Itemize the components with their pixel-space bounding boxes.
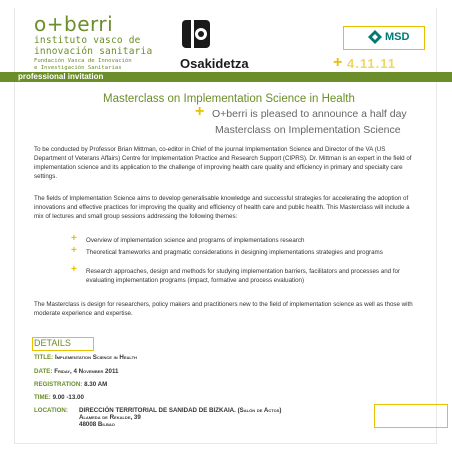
detail-value: Friday, 4 November 2011: [54, 368, 119, 375]
event-date: 4.11.11: [347, 56, 396, 71]
osakidetza-logo-icon: [180, 18, 212, 50]
plus-bullet-icon: +: [71, 233, 77, 244]
detail-registration: [34, 381, 107, 389]
detail-label: TITLE:: [34, 354, 54, 361]
detail-value: 9.00 -13.00: [52, 394, 84, 401]
invitation-label: professional invitation: [18, 72, 104, 81]
location-line-2: Alameda de Rekalde, 39: [79, 414, 141, 421]
themes-paragraph: The fields of Implementation Science aims to develop generalisable knowledge and successful strategies for accelerating the adoption of innovations and effective practices for improving the quality and efficiency of health care and public health. This Masterclass will include a mix of lectures and small group sessions addressing the following themes:: [34, 195, 410, 220]
theme-item: [71, 264, 418, 297]
detail-label: LOCATION:: [34, 407, 68, 414]
page-title: Masterclass on Implementation Science in Health: [103, 93, 355, 105]
audience-paragraph: The Masterclass is design for researchers, policy makers and practitioners new to the field of implementation science as well as those with moderate experience and expertise.: [34, 301, 413, 317]
logo-subtitle-line-1: instituto vasco de: [34, 35, 141, 46]
detail-date: [34, 368, 118, 376]
location-line-1: DIRECCIÓN TERRITORIAL DE SANIDAD DE BIZKAIA. (Salón de Actos): [79, 407, 282, 414]
details-heading: DETAILS: [34, 338, 71, 348]
detail-value: Implementation Science in Health: [54, 354, 137, 361]
decorative-frame: [374, 404, 448, 428]
foundation-line-1: Fundación Vasca de Innovación: [34, 58, 132, 64]
frame-bottom: [14, 443, 437, 444]
plus-bullet-icon: +: [71, 264, 77, 275]
detail-title: [34, 354, 137, 362]
detail-value: 8.30 AM: [84, 381, 108, 388]
theme-text: Research approaches, design and methods for studying implementation barriers, facilitators and processes and for evaluating implementation programs (impact, formative and process evaluation): [86, 268, 401, 284]
msd-logo: [368, 30, 409, 44]
oberri-logo-subtitle: [34, 35, 152, 57]
oberri-logo-text: o+berri: [34, 12, 114, 36]
headline-plus-icon: +: [195, 103, 205, 120]
foundation-line-2: e Investigación Sanitarias: [34, 65, 122, 71]
osakidetza-name: Osakidetza: [180, 56, 249, 71]
plus-bullet-icon: +: [71, 245, 77, 256]
detail-label: DATE:: [34, 368, 53, 375]
date-plus-icon: +: [333, 54, 343, 71]
oberri-foundation-text: [34, 58, 132, 72]
theme-text: Overview of implementation science and programs of implementations research: [86, 237, 305, 244]
msd-text: MSD: [385, 31, 410, 43]
logo-subtitle-line-2: innovación sanitaria: [34, 46, 153, 57]
theme-item: [71, 245, 418, 268]
detail-label: REGISTRATION:: [34, 381, 83, 388]
detail-label: TIME:: [34, 394, 51, 401]
theme-item: [71, 233, 418, 246]
theme-text: Theoretical frameworks and pragmatic considerations in designing implementations strategies and programs: [86, 249, 383, 256]
detail-time: [34, 394, 84, 402]
masterclass-subtitle: Masterclass on Implementation Science: [215, 124, 401, 136]
announcement-line: O+berri is pleased to announce a half day: [212, 108, 407, 120]
detail-location: [34, 407, 68, 415]
intro-paragraph: To be conducted by Professor Brian Mittman, co-editor in Chief of the journal Implementation Science and Director of the VA (US Department of Veterans Affairs) Centre for Implementation Practice and Research Support (CIPRS). Dr. Mittman is an expert in the field of implementation science and its application to the challenge of improving health care quality and efficiency in primary and specialty care settings.: [34, 146, 412, 180]
msd-diamond-icon: [368, 30, 382, 44]
location-line-3: 48008 Bilbao: [79, 421, 115, 428]
